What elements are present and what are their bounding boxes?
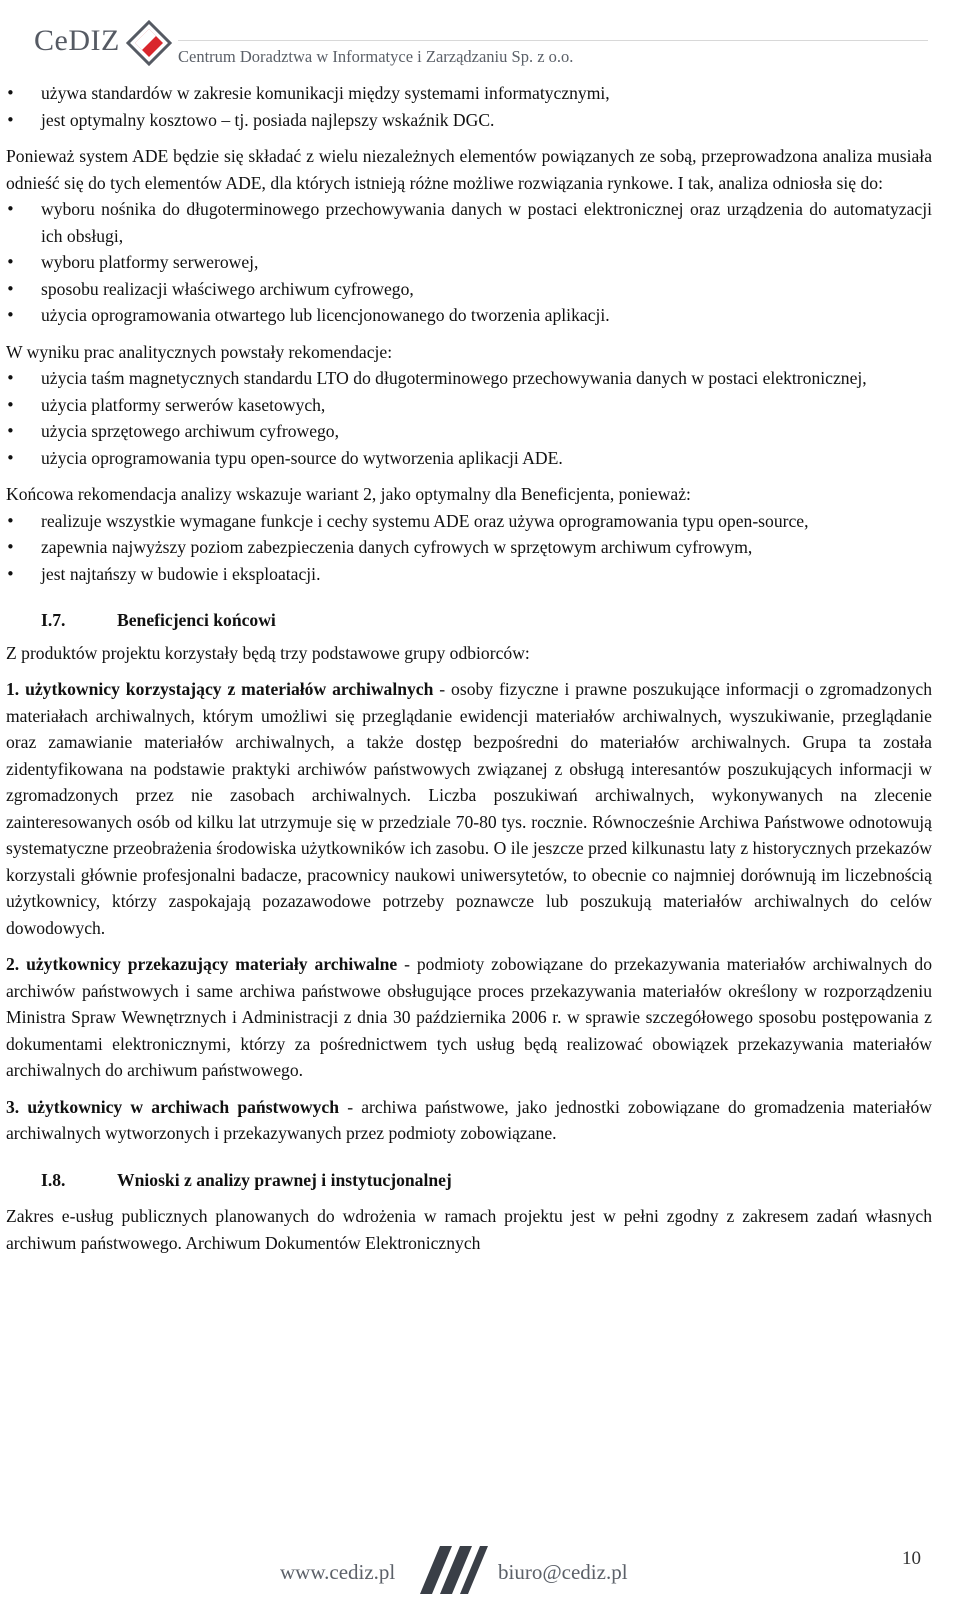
section-number: I.7. (41, 610, 66, 630)
group-3-paragraph (6, 1094, 932, 1147)
section-number: I.8. (41, 1169, 66, 1190)
footer-email: biuro@cediz.pl (498, 1560, 628, 1584)
page-header (0, 0, 960, 70)
list-item: • używa standardów w zakresie komunikacji między systemami informatycznymi, (6, 80, 932, 107)
group-3-text: - archiwa państwowe, jako jednostki zobowiązane do gromadzenia materiałów archiwalnych wytworzonych i przekazywanych przez podmioty zobowiązane. (6, 1096, 932, 1143)
list-item: • jest najtańszy w budowie i eksploatacji. (6, 561, 932, 588)
group-3-label: 3. użytkownicy w archiwach państwowych (6, 1096, 340, 1117)
list-item: • użycia sprzętowego archiwum cyfrowego, (6, 418, 932, 445)
page-number: 10 (902, 1548, 921, 1569)
group-1-paragraph (6, 676, 932, 941)
list-item: • realizuje wszystkie wymagane funkcje i cechy systemu ADE oraz używa oprogramowania typu open-source, (6, 508, 932, 535)
document-body (6, 80, 932, 1256)
company-name: Centrum Doradztwa w Informatyce i Zarządzaniu Sp. z o.o. (178, 47, 574, 66)
list-item: • użycia oprogramowania otwartego lub licencjonowanego do tworzenia aplikacji. (6, 302, 932, 329)
group-2-text: - podmioty zobowiązane do przekazywania materiałów archiwalnych do archiwów państwowych i same archiwa państwowe obsługujące proces przekazywania materiałów określony w rozporządzeniu Ministra Spraw Wewnętrznych i Administracji z dnia 30 października 2006 r. w sprawie szczegółowego sposobu postępowania z dokumentami elektronicznymi, którzy za pośrednictwem tych usług będą realizować obowiązek przekazywania materiałów archiwalnych do archiwum państwowego. (6, 954, 932, 1080)
bullet-list-1 (6, 80, 932, 133)
paragraph: Z produktów projektu korzystały będą trzy podstawowe grupy odbiorców: (6, 642, 530, 663)
list-item: • użycia oprogramowania typu open-source do wytworzenia aplikacji ADE. (6, 445, 932, 472)
section-title: Beneficjenci końcowi (117, 610, 276, 630)
list-item: • wyboru platformy serwerowej, (6, 249, 932, 276)
list-item: • zapewnia najwyższy poziom zabezpieczenia danych cyfrowych w sprzętowym archiwum cyfrowym, (6, 534, 932, 561)
bullet-list-4 (6, 508, 932, 588)
bullet-list-3 (6, 365, 932, 471)
group-2-label: 2. użytkownicy przekazujący materiały archiwalne (6, 954, 398, 974)
section-heading-i7 (6, 607, 932, 634)
list-item: • sposobu realizacji właściwego archiwum cyfrowego, (6, 276, 932, 303)
group-1-text: - osoby fizyczne i prawne poszukujące informacji o zgromadzonych materiałach archiwalnych, którym umożliwi się przeglądanie ewidencji materiałów archiwalnych, wyszukiwanie, przeglądanie oraz zamawianie materiałów archiwalnych, a także dostęp bezpośredni do materiałów archiwalnych. Grupa ta została zidentyfikowana na podstawie praktyki archiwów państwowych związanej z obsługą interesantów poszukujących informacji w zgromadzonych przez nie zasobach archiwalnych. Liczba poszukiwań archiwalnych, wykonywanych na zlecenie zainteresowanych osób od kilku lat utrzymuje się w przedziale 70-80 tys. rocznie. Równocześnie Archiwa Państwowe odnotowują systematyczne przeobrażenia środowiska użytkowników ich zasobu. O ile jeszcze przed kilkunastu laty z historycznych przekazów korzystali głównie profesjonalni badacze, pracownicy naukowi uniwersytetów, to obecnie co najmniej dorównują im liczebnością użytkownicy, którzy zaspokajają pozazawodowe potrzeby poznawcze lub poszukują materiałów archiwalnych do celów dowodowych. (6, 679, 932, 938)
section-title: Wnioski z analizy prawnej i instytucjonalnej (117, 1169, 452, 1190)
group-1-label: 1. użytkownicy korzystający z materiałów archiwalnych (6, 679, 434, 699)
page-footer (0, 1518, 960, 1622)
paragraph: Zakres e-usług publicznych planowanych do wdrożenia w ramach projektu jest w pełni zgodny z zakresem zadań własnych archiwum państwowego. Archiwum Dokumentów Elektronicznych (6, 1206, 932, 1253)
list-item: • użycia taśm magnetycznych standardu LTO do długoterminowego przechowywania danych w postaci elektronicznej, (6, 365, 932, 392)
paragraph: Ponieważ system ADE będzie się składać z wielu niezależnych elementów powiązanych ze sobą, przeprowadzona analiza musiała odnieść się do tych elementów ADE, dla których istnieją różne możliwe rozwiązania rynkowe. I tak, analiza odniosła się do: (6, 146, 932, 193)
cediz-footer-mark-icon (418, 1544, 490, 1596)
paragraph: Końcowa rekomendacja analizy wskazuje wariant 2, jako optymalny dla Beneficjenta, ponieważ: (6, 484, 691, 504)
logo-text: CeDIZ (34, 24, 120, 57)
paragraph: W wyniku prac analitycznych powstały rekomendacje: (6, 341, 393, 362)
group-2-paragraph (6, 951, 932, 1084)
list-item: • jest optymalny kosztowo – tj. posiada najlepszy wskaźnik DGC. (6, 107, 932, 134)
section-heading-i8 (6, 1167, 932, 1194)
list-item: • wyboru nośnika do długoterminowego przechowywania danych w postaci elektronicznej oraz urządzenia do automatyzacji ich obsługi, (6, 196, 932, 249)
list-item: • użycia platformy serwerów kasetowych, (6, 392, 932, 419)
bullet-list-2 (6, 196, 932, 329)
footer-website: www.cediz.pl (280, 1560, 396, 1584)
cediz-diamond-icon (126, 20, 172, 66)
header-divider (178, 40, 928, 41)
